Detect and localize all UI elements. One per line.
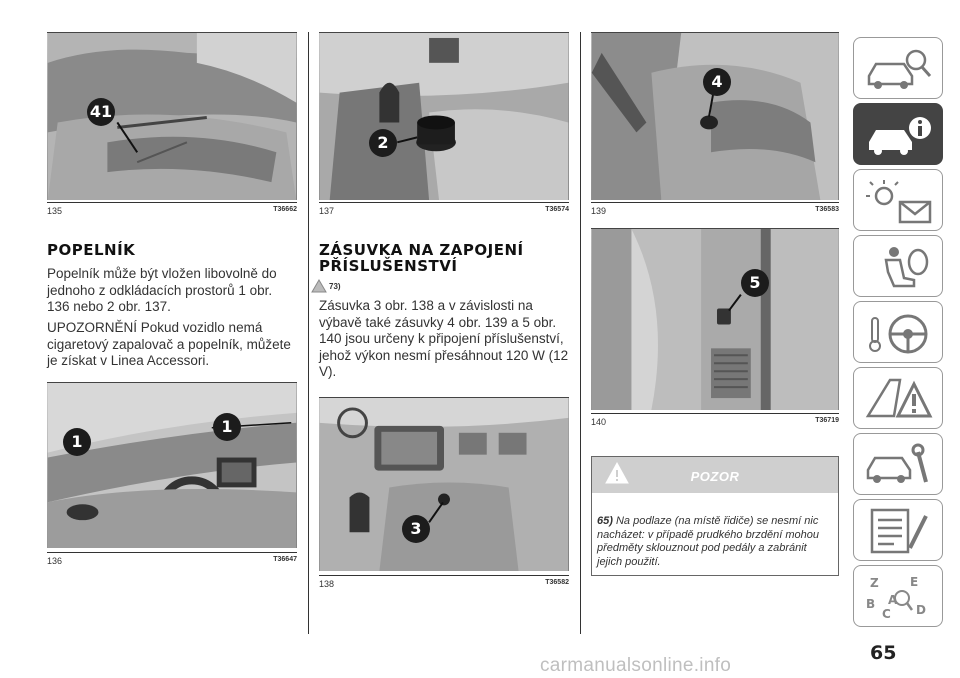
figure-code: T36582: [545, 579, 569, 586]
figure-137-caption: [319, 202, 569, 216]
tab-specifications[interactable]: [853, 499, 943, 561]
seat-socket-photo: [591, 33, 839, 200]
warning-body: Na podlaze (na místě řidiče) se nesmí nic nacházet: v případě prudkého brzdění mohou předměty sklouznout pod pedály a zabránit jejich použití.: [597, 515, 819, 568]
specifications-list-icon: [864, 508, 934, 554]
tab-car-search[interactable]: [853, 37, 943, 99]
tab-warning-lights[interactable]: [853, 169, 943, 231]
page-number: 65: [870, 642, 897, 664]
figure-number: 138: [319, 579, 335, 589]
storage-compartment-photo: [47, 33, 297, 200]
figure-139-photo: [591, 32, 839, 200]
figure-code: T36574: [545, 206, 569, 213]
figure-number: 136: [47, 556, 63, 566]
column-divider: [580, 32, 581, 634]
figure-140-caption: [591, 413, 839, 427]
callout-badge: 3: [402, 515, 430, 543]
section2-paragraph-1: Zásuvka 3 obr. 138 a v závislosti na výbavě také zásuvky 4 obr. 139 a 5 obr. 140 jsou určeny k připojení příslušenství, jehož výkon nesmí přesáhnout 120 W (12 V).: [319, 298, 569, 379]
figure-number: 139: [591, 206, 607, 216]
figure-number: 135: [47, 206, 63, 216]
column-divider: [308, 32, 309, 634]
car-wrench-icon: [864, 442, 934, 488]
cargo-wall-socket-photo: [591, 229, 839, 410]
steering-wheel-icon: [864, 310, 934, 356]
figure-number: 137: [319, 206, 335, 216]
callout-badge: 5: [741, 269, 769, 297]
svg-text:E: E: [910, 575, 919, 589]
figure-135-caption: [47, 202, 297, 216]
reference-mark: 73): [329, 282, 341, 291]
figure-138-caption: [319, 575, 569, 589]
section1-paragraph-1: Popelník může být vložen libovolně do jednoho z odkládacích prostorů 1 obr. 136 nebo 2 obr. 137.: [47, 266, 277, 314]
tab-driving[interactable]: [853, 301, 943, 363]
figure-137-photo: [319, 32, 569, 200]
figure-138-photo: [319, 397, 569, 571]
dashboard-photo: [47, 383, 297, 548]
airbag-seat-icon: [864, 244, 934, 290]
svg-text:Z: Z: [870, 576, 879, 590]
callout-badge: 41: [87, 98, 115, 126]
callout-badge: 2: [369, 129, 397, 157]
warning-triangle-icon: [311, 279, 327, 293]
tab-safety[interactable]: [853, 235, 943, 297]
section-title-popelnik: POPELNÍK: [47, 241, 136, 259]
section1-paragraph-2: UPOZORNĚNÍ Pokud vozidlo nemá cigaretový zapalovač a popelník, můžete je získat v Linea Accessori.: [47, 320, 291, 368]
warning-light-message-icon: [864, 178, 934, 224]
figure-code: T36647: [273, 556, 297, 563]
figure-140-photo: [591, 228, 839, 410]
warning-ref: 65): [597, 515, 613, 527]
svg-text:B: B: [866, 597, 876, 611]
dashboard-socket-photo: [319, 398, 569, 571]
callout-badge: 1: [213, 413, 241, 441]
callout-badge: 4: [703, 68, 731, 96]
tab-car-info[interactable]: [853, 103, 943, 165]
section-title-zasuvka-line1: ZÁSUVKA NA ZAPOJENÍ: [319, 241, 524, 259]
figure-number: 140: [591, 417, 607, 427]
svg-text:C: C: [882, 607, 891, 620]
warning-text: [597, 515, 833, 569]
index-letters-icon: [864, 574, 934, 620]
car-info-icon: [864, 112, 934, 158]
warning-triangle-icon: [604, 461, 630, 485]
tab-maintenance[interactable]: [853, 433, 943, 495]
figure-code: T36719: [815, 417, 839, 424]
figure-139-caption: [591, 202, 839, 216]
callout-badge: 1: [63, 428, 91, 456]
figure-136-caption: [47, 552, 297, 566]
figure-code: T36662: [273, 206, 297, 213]
svg-text:A: A: [888, 593, 898, 607]
road-warning-triangle-icon: [864, 376, 934, 422]
svg-text:D: D: [916, 603, 926, 617]
warning-box: [591, 456, 839, 576]
center-console-socket-photo: [319, 33, 569, 200]
figure-code: T36583: [815, 206, 839, 213]
figure-136-photo: [47, 382, 297, 548]
watermark: carmanualsonline.info: [540, 655, 732, 676]
tab-emergency[interactable]: [853, 367, 943, 429]
car-search-icon: [864, 46, 934, 92]
section-title-zasuvka-line2: PŘÍSLUŠENSTVÍ: [319, 257, 458, 275]
tab-index[interactable]: [853, 565, 943, 627]
warning-title: POZOR: [690, 469, 740, 484]
figure-135-photo: [47, 32, 297, 200]
